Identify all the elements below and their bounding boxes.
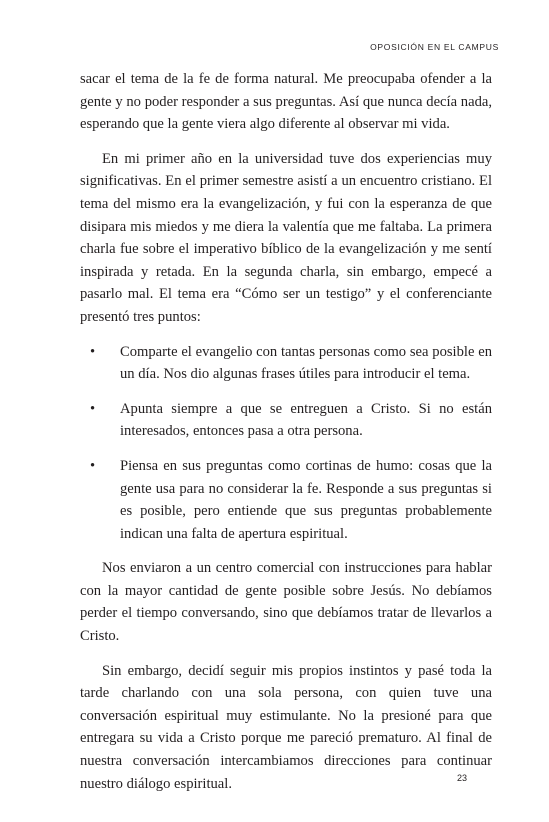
bullet-marker: • <box>90 343 96 360</box>
paragraph-conversation: Sin embargo, decidí seguir mis propios instintos y pasé toda la tarde charlando con una sola persona, con quien tuve una conversación espiritual muy estimulante. No la presioné para que entregara su vida a Cristo porque me pareció prematuro. Al final de nuestra conversación intercambiamos direcciones para continuar nuestro diálogo espiritual. <box>80 662 492 792</box>
bullet-item <box>92 341 492 386</box>
running-head: OPOSICIÓN EN EL CAMPUS <box>370 42 499 52</box>
bullet-marker: • <box>90 457 96 474</box>
bullet-text: Apunta siempre a que se entreguen a Cristo. Si no están interesados, entonces pasa a otra persona. <box>120 400 492 440</box>
bullet-list <box>80 341 492 546</box>
page-number: 23 <box>456 773 467 783</box>
bullet-item <box>92 455 492 545</box>
bullet-text: Piensa en sus preguntas como cortinas de humo: cosas que la gente usa para no considerar la fe. Responde a sus preguntas si es posible, pero entiende que sus preguntas probablemente indican una falta de apertura espiritual. <box>120 457 492 542</box>
body-text <box>80 68 492 795</box>
paragraph-continued: sacar el tema de la fe de forma natural. Me preocupaba ofender a la gente y no poder responder a sus preguntas. Así que nunca decía nada, esperando que la gente viera algo diferente al observar mi vida. <box>80 71 492 133</box>
paragraph-mall: Nos enviaron a un centro comercial con instrucciones para hablar con la mayor cantidad de gente posible sobre Jesús. No debíamos perder el tiempo conversando, sino que debíamos tratar de llevarlos a Cristo. <box>80 560 492 645</box>
bullet-marker: • <box>90 400 96 417</box>
bullet-item <box>92 398 492 443</box>
paragraph-first-year: En mi primer año en la universidad tuve dos experiencias muy significativas. En el primer semestre asistí a un encuentro cristiano. El tema del mismo era la evangelización, y fui con la esperanza de que disipara mis miedos y me diera la valentía que me faltaba. La primera charla fue sobre el imperativo bíblico de la evangelización y me sentí inspirada y retada. En la segunda charla, sin embargo, empecé a pasarlo mal. El tema era “Cómo ser un testigo” y el conferenciante presentó tres puntos: <box>80 150 492 325</box>
bullet-text: Comparte el evangelio con tantas personas como sea posible en un día. Nos dio algunas frases útiles para introducir el tema. <box>120 343 492 383</box>
